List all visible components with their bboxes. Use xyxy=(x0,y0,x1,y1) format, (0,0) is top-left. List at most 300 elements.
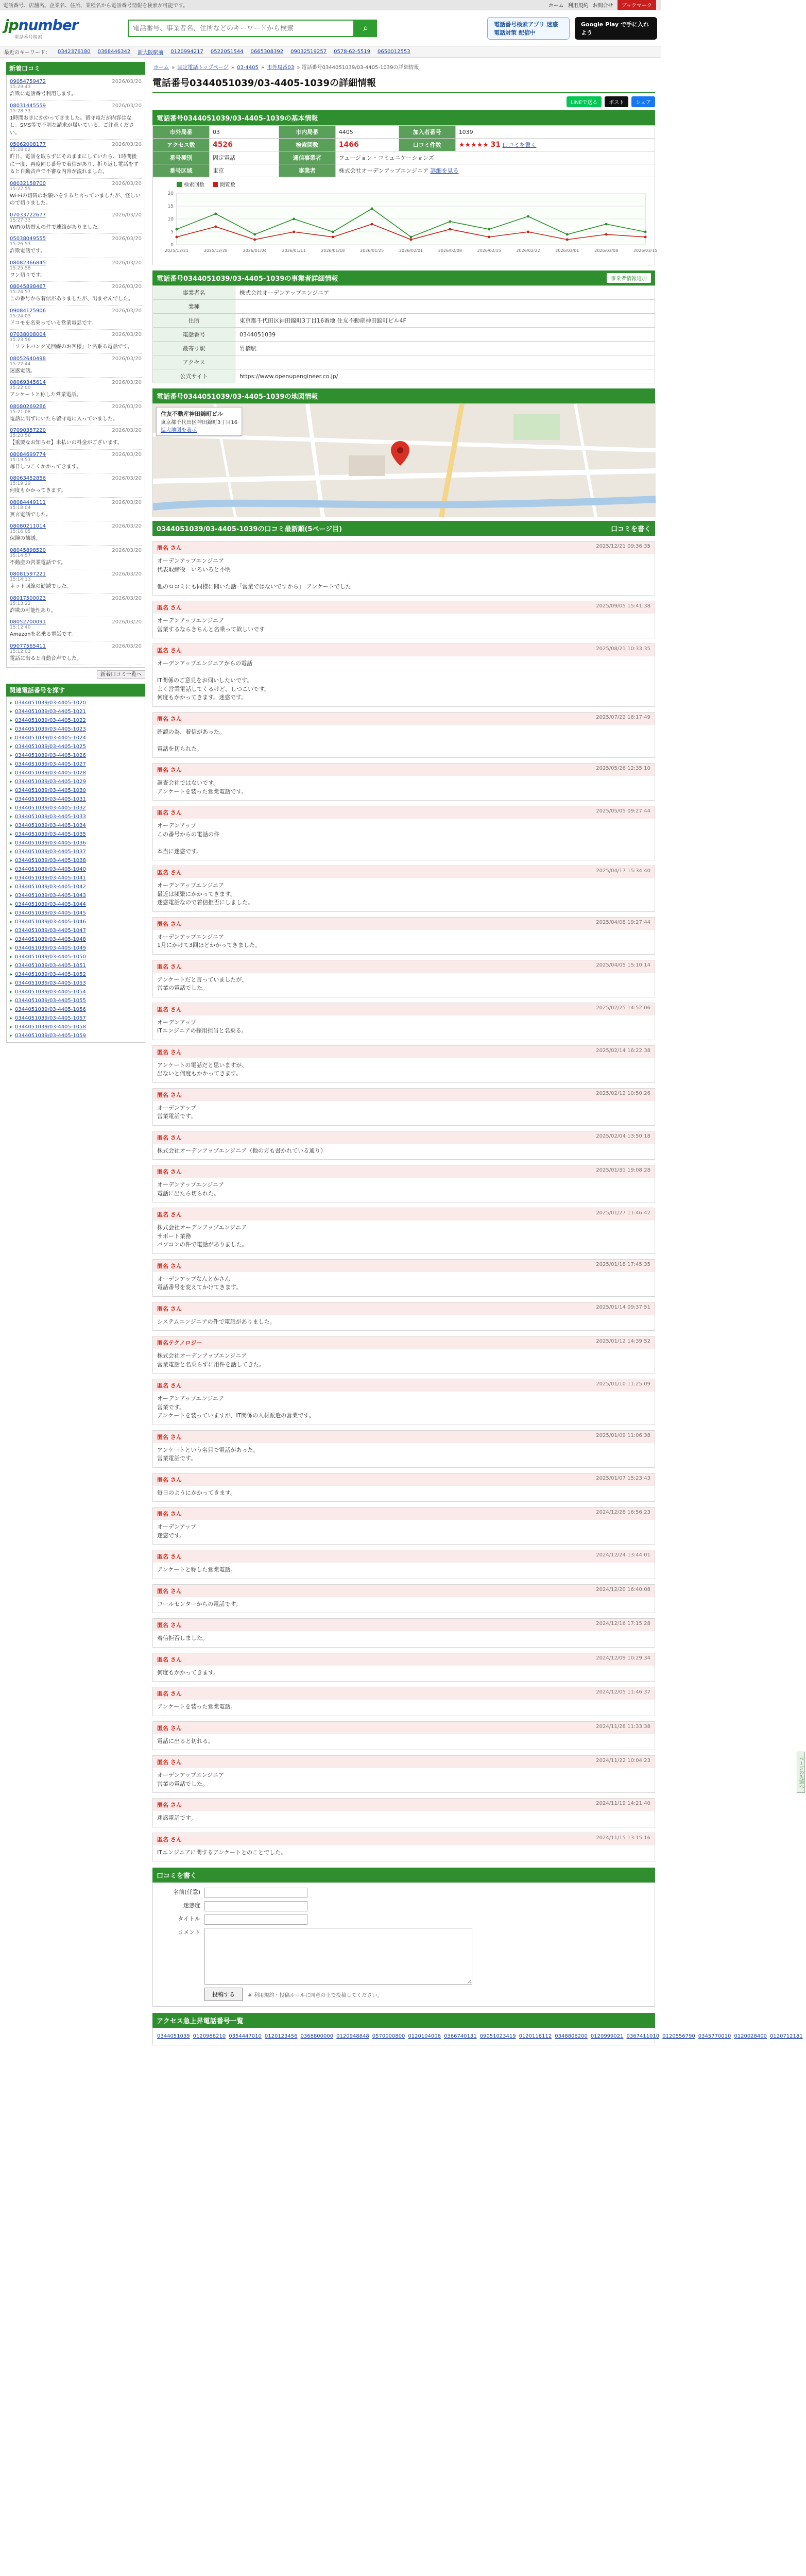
comment-date: 2025/02/12 10:50:26 xyxy=(596,1090,650,1096)
new-comments-more-button[interactable]: 新着口コミ一覧へ xyxy=(97,670,145,679)
comment-header xyxy=(153,1208,655,1221)
related-number-item xyxy=(10,804,142,812)
map-enlarge-link[interactable]: 拡大地図を表示 xyxy=(161,428,197,433)
related-number-link[interactable]: 0344051039/03-4405-1059 xyxy=(15,1033,86,1039)
new-comment-number-link[interactable]: 08082366845 xyxy=(10,260,46,266)
new-comment-text: 無言電話でした。 xyxy=(10,512,51,518)
comment-header xyxy=(153,960,655,973)
related-number-link[interactable]: 0344051039/03-4405-1033 xyxy=(15,814,86,820)
keyword-link[interactable]: 0120994217 xyxy=(170,49,203,55)
new-comment-entry xyxy=(10,330,142,354)
related-number-link[interactable]: 0344051039/03-4405-1036 xyxy=(15,840,86,846)
new-comment-date: 2026/03/20 xyxy=(112,547,142,553)
comment-date: 2025/01/09 11:06:38 xyxy=(596,1432,650,1438)
new-comment-date: 2026/03/20 xyxy=(112,451,142,457)
new-comment-entry xyxy=(10,378,142,402)
related-numbers-box xyxy=(6,697,145,1043)
new-comment-date: 2026/03/20 xyxy=(112,260,142,266)
comment-list xyxy=(152,541,655,1861)
new-comment-entry xyxy=(10,140,142,179)
new-comment-number-link[interactable]: 08081597221 xyxy=(10,571,46,577)
chart-x-tick-label: 2026/03/15 xyxy=(633,248,658,253)
new-comment-text: この番号から着信がありましたが、出ませんでした。 xyxy=(10,296,133,302)
google-play-banner[interactable]: Google Play で手に入れよう xyxy=(575,17,657,40)
related-number-link[interactable]: 0344051039/03-4405-1043 xyxy=(15,893,86,899)
share-buttons xyxy=(152,93,655,110)
related-number-item xyxy=(10,777,142,786)
comment-author: 匿名 さん xyxy=(157,869,182,876)
chart-point xyxy=(527,231,529,233)
new-comment-date: 2026/03/20 xyxy=(112,236,142,242)
comment-item xyxy=(152,1507,655,1545)
related-number-item xyxy=(10,1005,142,1014)
related-number-link[interactable]: 0344051039/03-4405-1022 xyxy=(15,718,86,723)
related-number-link[interactable]: 0344051039/03-4405-1042 xyxy=(15,884,86,890)
comment-body: 調査会社ではないです。 アンケートを装った営業電話です。 xyxy=(157,779,247,795)
new-comment-number-link[interactable]: 08069345614 xyxy=(10,380,46,385)
keyword-link[interactable]: 0665308392 xyxy=(250,49,284,55)
comment-body: 迷惑電話です。 xyxy=(157,1815,197,1821)
related-number-link[interactable]: 0344051039/03-4405-1051 xyxy=(15,963,86,969)
app-banners xyxy=(487,17,657,40)
related-number-link[interactable]: 0344051039/03-4405-1055 xyxy=(15,998,86,1004)
keyword-link[interactable]: 新大阪駅前 xyxy=(138,50,164,56)
comment-item xyxy=(152,601,655,638)
related-number-item xyxy=(10,935,142,944)
chart-y-tick-label: 20 xyxy=(167,191,174,196)
new-comment-time: 15:22:44 xyxy=(10,361,31,367)
new-comment-text: ネット回線の勧誘でした。 xyxy=(10,584,72,589)
new-comment-number-link[interactable]: 09084125906 xyxy=(10,308,46,314)
comment-form-heading: 口コミを書く xyxy=(152,1868,655,1883)
comment-author: 匿名 さん xyxy=(157,1168,182,1175)
new-comment-time: 15:14:57 xyxy=(10,553,31,558)
keyword-link[interactable]: 0650012553 xyxy=(377,49,410,55)
trending-number-link[interactable]: 0120118112 xyxy=(519,2033,552,2039)
share-facebook-button[interactable]: シェア xyxy=(631,96,655,107)
related-number-link[interactable]: 0344051039/03-4405-1025 xyxy=(15,744,86,750)
related-number-link[interactable]: 0344051039/03-4405-1052 xyxy=(15,972,86,977)
new-comment-header xyxy=(10,643,142,649)
new-comment-time: 15:24:57 xyxy=(10,290,31,295)
related-number-link[interactable]: 0344051039/03-4405-1044 xyxy=(15,902,86,907)
new-comment-header xyxy=(10,619,142,625)
related-number-item xyxy=(10,812,142,821)
related-number-item xyxy=(10,830,142,839)
new-comment-header xyxy=(10,308,142,314)
trending-number-link[interactable]: 0120712181 xyxy=(770,2033,803,2039)
share-x-button[interactable]: ポスト xyxy=(605,96,628,107)
subject-input[interactable] xyxy=(204,1914,307,1925)
comment-header xyxy=(153,1379,655,1392)
trending-number-link[interactable]: 0366740131 xyxy=(444,2033,477,2039)
related-number-item xyxy=(10,1031,142,1040)
form-row-name xyxy=(158,1888,649,1898)
subject-label: タイトル xyxy=(178,1916,200,1922)
comment-header xyxy=(153,1619,655,1631)
related-number-link[interactable]: 0344051039/03-4405-1046 xyxy=(15,919,86,925)
map-heading: 電話番号0344051039/03-4405-1039の地図情報 xyxy=(152,388,655,403)
trending-number-link[interactable]: 0367411010 xyxy=(626,2033,660,2039)
related-number-link[interactable]: 0344051039/03-4405-1057 xyxy=(15,1015,86,1021)
new-comment-header xyxy=(10,428,142,433)
type-input[interactable] xyxy=(204,1901,307,1911)
related-number-link[interactable]: 0344051039/03-4405-1028 xyxy=(15,770,86,776)
comment-header xyxy=(153,1507,655,1520)
related-number-item xyxy=(10,918,142,926)
new-comment-entry xyxy=(10,498,142,522)
breadcrumb-home[interactable]: ホーム xyxy=(153,65,169,71)
chart-point xyxy=(410,239,413,241)
chart-point xyxy=(605,233,608,236)
comment-author: 匿名 さん xyxy=(157,604,182,611)
new-comment-date: 2026/03/20 xyxy=(112,103,142,109)
comment-body: オーデンアップ ITエンジニアの採用担当と名乗る。 xyxy=(157,1019,247,1034)
related-number-item xyxy=(10,926,142,935)
related-number-link[interactable]: 0344051039/03-4405-1024 xyxy=(15,735,86,741)
new-comment-number-link[interactable]: 08080269286 xyxy=(10,403,46,410)
label-carrier: 通信事業者 xyxy=(279,151,335,164)
comment-body: オーデンアップ 迷惑です。 xyxy=(157,1523,197,1539)
logo-text: jpnumber xyxy=(4,16,78,33)
related-number-link[interactable]: 0344051039/03-4405-1027 xyxy=(15,761,86,767)
comment-item xyxy=(152,1088,655,1126)
keyword-link[interactable]: 0522051544 xyxy=(210,49,244,55)
comment-item xyxy=(152,1003,655,1040)
comment-date: 2025/09/05 15:41:38 xyxy=(596,603,650,609)
top-link-contact[interactable]: お問合せ xyxy=(592,3,613,9)
new-comment-number-link[interactable]: 08045898520 xyxy=(10,547,46,553)
comment-body: オーデンアップエンジニア 最近は頻繁にかかってきます。 迷惑電話なので着信拒否にしました。 xyxy=(157,882,253,906)
new-comment-number-link[interactable]: 05038049555 xyxy=(10,236,46,242)
comment-item xyxy=(152,643,655,707)
related-number-link[interactable]: 0344051039/03-4405-1037 xyxy=(15,849,86,855)
comment-date: 2024/11/22 10:04:23 xyxy=(596,1758,650,1764)
related-number-link[interactable]: 0344051039/03-4405-1020 xyxy=(15,700,86,706)
app-banner[interactable]: 電話番号検索アプリ 迷惑電話対策 配信中 xyxy=(487,17,570,40)
comment-body: 電話に出ると切れる。 xyxy=(157,1737,214,1744)
keyword-link[interactable]: 09032519257 xyxy=(290,49,327,55)
new-comment-header xyxy=(10,332,142,337)
comment-header xyxy=(153,1336,655,1349)
comment-body: オーデンアップエンジニア 電話に出たら切られた。 xyxy=(157,1181,225,1197)
related-number-link[interactable]: 0344051039/03-4405-1056 xyxy=(15,1007,86,1012)
comment-author: 匿名 さん xyxy=(157,1382,182,1389)
trending-number-link[interactable]: 0120104006 xyxy=(408,2033,441,2039)
new-comment-header xyxy=(10,236,142,242)
owner-detail-link[interactable]: 詳細を見る xyxy=(430,167,459,174)
comment-date: 2025/02/25 14:52:06 xyxy=(596,1005,650,1011)
label-subscriber: 加入者番号 xyxy=(399,126,455,139)
new-comment-number-link[interactable]: 08031445559 xyxy=(10,103,46,109)
related-number-link[interactable]: 0344051039/03-4405-1047 xyxy=(15,928,86,934)
comment-item xyxy=(152,1755,655,1793)
top-link-home[interactable]: ホーム xyxy=(548,3,564,9)
comment-date: 2025/02/04 13:50:18 xyxy=(596,1133,650,1139)
chart-point xyxy=(449,228,451,231)
related-number-link[interactable]: 0344051039/03-4405-1032 xyxy=(15,805,86,811)
keyword-link[interactable]: 0342376180 xyxy=(58,49,91,55)
new-comment-date: 2026/03/20 xyxy=(112,403,142,410)
related-number-link[interactable]: 0344051039/03-4405-1058 xyxy=(15,1024,86,1030)
chart-point xyxy=(644,231,647,233)
new-comment-header xyxy=(10,452,142,457)
related-number-link[interactable]: 0344051039/03-4405-1023 xyxy=(15,726,86,732)
related-number-link[interactable]: 0344051039/03-4405-1038 xyxy=(15,858,86,863)
comment-header xyxy=(153,713,655,725)
new-comment-date: 2026/03/20 xyxy=(112,643,142,649)
comment-author: 匿名 さん xyxy=(157,1802,182,1808)
name-label: 名前(任意) xyxy=(173,1889,200,1895)
value-review-count: 31 xyxy=(490,141,501,149)
related-number-link[interactable]: 0344051039/03-4405-1035 xyxy=(15,832,86,837)
business-info-value: https://www.openupengineer.co.jp/ xyxy=(235,369,655,383)
related-number-link[interactable]: 0344051039/03-4405-1030 xyxy=(15,788,86,793)
related-number-link[interactable]: 0344051039/03-4405-1045 xyxy=(15,910,86,916)
business-info-value: 竹橋駅 xyxy=(235,342,655,355)
related-number-link[interactable]: 0344051039/03-4405-1041 xyxy=(15,875,86,881)
comment-body: オーデンアップエンジニア 営業の電話でした。 xyxy=(157,1772,225,1787)
new-comment-time: 15:26:53 xyxy=(10,242,31,247)
new-comment-time: 15:25:58 xyxy=(10,265,31,271)
comment-body: 株式会社オーデンアップエンジニア 営業電話と名乗らずに用件を話してきた。 xyxy=(157,1352,265,1368)
comment-date: 2025/12/21 09:36:35 xyxy=(596,544,650,549)
new-comment-number-link[interactable]: 08084449111 xyxy=(10,499,46,505)
new-comment-number-link[interactable]: 08032158700 xyxy=(10,180,46,187)
comment-author: 匿名 さん xyxy=(157,1587,182,1595)
comment-date: 2025/01/27 11:46:42 xyxy=(596,1210,650,1216)
business-info-label: 事業者名 xyxy=(153,286,235,300)
new-comment-entry xyxy=(10,641,142,666)
new-comment-time: 15:28:02 xyxy=(10,147,31,152)
new-comment-entry xyxy=(10,426,142,450)
bookmark-button[interactable]: ブックマーク xyxy=(618,0,656,10)
label-review-count: 口コミ件数 xyxy=(399,139,455,151)
new-comment-entry xyxy=(10,77,142,101)
legend-view: 閲覧数 xyxy=(213,180,235,188)
comment-item xyxy=(152,1165,655,1202)
related-number-link[interactable]: 0344051039/03-4405-1049 xyxy=(15,945,86,951)
comment-header xyxy=(153,1550,655,1563)
map[interactable] xyxy=(152,403,655,517)
new-comment-text: 電話に出ずにいたら留守電に入っていました。 xyxy=(10,416,118,422)
comment-item xyxy=(152,1379,655,1425)
keyword-link[interactable]: 0368446342 xyxy=(97,49,131,55)
business-info-row xyxy=(153,342,655,355)
keyword-link[interactable]: 0578-62-5519 xyxy=(334,49,370,55)
new-comment-header xyxy=(10,181,142,187)
search-form xyxy=(128,20,377,37)
related-number-link[interactable]: 0344051039/03-4405-1026 xyxy=(15,753,86,758)
top-link-terms[interactable]: 利用規約 xyxy=(568,3,589,9)
new-comment-date: 2026/03/20 xyxy=(112,428,142,433)
comment-body: コールセンターからの電話です。 xyxy=(157,1600,242,1607)
related-number-link[interactable]: 0344051039/03-4405-1034 xyxy=(15,823,86,828)
related-number-item xyxy=(10,821,142,830)
search-input[interactable] xyxy=(128,20,354,37)
chart-x-tick-label: 2025/12/21 xyxy=(164,248,189,253)
trending-number-link[interactable]: 0354447010 xyxy=(229,2033,262,2039)
related-number-link[interactable]: 0344051039/03-4405-1021 xyxy=(15,709,86,715)
related-number-link[interactable]: 0344051039/03-4405-1053 xyxy=(15,980,86,986)
trending-number-link[interactable]: 0120948848 xyxy=(336,2033,369,2039)
comment-header xyxy=(153,918,655,930)
comment-header xyxy=(153,806,655,819)
search-button[interactable] xyxy=(354,20,377,37)
trending-number-link[interactable]: 0368800000 xyxy=(300,2033,334,2039)
related-number-link[interactable]: 0344051039/03-4405-1050 xyxy=(15,954,86,960)
comment-author: 匿名 さん xyxy=(157,715,182,722)
business-info-row xyxy=(153,355,655,369)
trending-number-link[interactable]: 0345770010 xyxy=(698,2033,731,2039)
comment-author: 匿名 さん xyxy=(157,920,182,927)
new-comment-date: 2026/03/20 xyxy=(112,499,142,505)
comment-header xyxy=(153,1260,655,1272)
share-line-button[interactable]: LINEで送る xyxy=(567,96,602,107)
new-comment-entry xyxy=(10,546,142,570)
new-comment-text: 何度もかかってきます。 xyxy=(10,488,66,494)
comment-author: 匿名 さん xyxy=(157,1433,182,1440)
comment-author: 匿名 さん xyxy=(157,1511,182,1517)
comment-body: 着信拒否しました。 xyxy=(157,1635,208,1641)
trending-number-link[interactable]: 0120999021 xyxy=(590,2033,624,2039)
comment-date: 2025/05/26 12:35:10 xyxy=(596,766,650,771)
back-to-top-tab[interactable]: ページの先頭へ xyxy=(797,1752,805,1793)
comment-date: 2024/12/16 17:15:28 xyxy=(596,1621,650,1626)
trending-number-link[interactable]: 0570000800 xyxy=(372,2033,405,2039)
related-number-link[interactable]: 0344051039/03-4405-1031 xyxy=(15,796,86,802)
trending-number-link[interactable]: 0120028400 xyxy=(734,2033,767,2039)
new-comment-number-link[interactable]: 08017500023 xyxy=(10,595,46,601)
trending-number-link[interactable]: 0120556790 xyxy=(662,2033,695,2039)
comments-heading: 0344051039/03-4405-1039の口コミ最新順(5ページ目) 口コミを書く xyxy=(152,521,655,536)
comment-author: 匿名 さん xyxy=(157,1134,182,1141)
site-logo[interactable] xyxy=(4,16,123,40)
new-comment-date: 2026/03/20 xyxy=(112,476,142,481)
new-comment-number-link[interactable]: 08045898467 xyxy=(10,284,46,290)
comment-author: 匿名 さん xyxy=(157,1759,182,1766)
new-comment-number-link[interactable]: 08063452856 xyxy=(10,476,46,481)
comment-item xyxy=(152,541,655,596)
comment-header xyxy=(153,601,655,614)
new-comment-date: 2026/03/20 xyxy=(112,308,142,314)
chart-point xyxy=(527,215,529,218)
new-comment-number-link[interactable]: 07033722677 xyxy=(10,212,46,218)
comment-header xyxy=(153,1089,655,1101)
related-number-item xyxy=(10,970,142,979)
related-number-item xyxy=(10,742,142,751)
related-number-item xyxy=(10,891,142,900)
comment-author: 匿名 さん xyxy=(157,1553,182,1560)
related-number-item xyxy=(10,716,142,725)
business-info-row xyxy=(153,369,655,383)
trending-number-link[interactable]: 0344051039 xyxy=(157,2033,190,2039)
trending-numbers-list xyxy=(152,2028,803,2045)
label-city-code: 市内局番 xyxy=(279,126,335,139)
trending-number-link[interactable]: 0120988210 xyxy=(193,2033,226,2039)
new-comment-date: 2026/03/20 xyxy=(112,142,142,147)
related-number-item xyxy=(10,874,142,883)
related-number-item xyxy=(10,909,142,918)
chart-point xyxy=(214,226,217,228)
new-comment-time: 15:23:56 xyxy=(10,337,31,343)
breadcrumb-landline[interactable]: 固定電話トップページ xyxy=(177,65,229,71)
name-input[interactable] xyxy=(204,1888,307,1898)
new-comment-number-link[interactable]: 09054759472 xyxy=(10,79,46,84)
comment-header xyxy=(153,1756,655,1768)
new-comment-time: 15:12:40 xyxy=(10,625,31,630)
breadcrumb-prefix[interactable]: 03-4405 xyxy=(237,65,259,71)
new-comment-number-link[interactable]: 07090357220 xyxy=(10,428,46,433)
chart-legend xyxy=(177,180,651,188)
new-comment-number-link[interactable]: 05062008177 xyxy=(10,142,46,147)
comment-textarea[interactable] xyxy=(204,1928,472,1985)
new-comment-text: 詐欺の可能性あり。 xyxy=(10,607,56,614)
new-comment-text: 毎日しつこくかかってきます。 xyxy=(10,464,82,470)
new-comment-text: 「ソフトバンク光回線のお客様」と名乗る電話です。 xyxy=(10,344,133,350)
new-comment-header xyxy=(10,356,142,362)
comment-item xyxy=(152,1550,655,1579)
form-row-body xyxy=(158,1928,649,1985)
new-comment-number-link[interactable]: 08084699774 xyxy=(10,451,46,457)
breadcrumb-area[interactable]: 市外局番03 xyxy=(267,65,295,71)
business-info-value xyxy=(235,355,655,369)
new-comment-time: 15:13:22 xyxy=(10,601,31,606)
new-comment-text: 1時間おきにかかってきました。留守電だが内容はなし。SMS等で不明な請求が届いている。ご注意ください。 xyxy=(10,115,134,136)
trending-number-link[interactable]: 09051023419 xyxy=(479,2033,516,2039)
trending-number-link[interactable]: 0120123456 xyxy=(264,2033,298,2039)
related-number-link[interactable]: 0344051039/03-4405-1040 xyxy=(15,867,86,872)
add-business-info-button[interactable]: 事業者情報追加 xyxy=(607,273,651,283)
new-comment-number-link[interactable]: 08080211014 xyxy=(10,523,46,529)
new-comment-header xyxy=(10,476,142,481)
new-comment-number-link[interactable]: 08052640498 xyxy=(10,355,46,362)
comment-item xyxy=(152,1584,655,1614)
comment-item xyxy=(152,806,655,860)
comment-header xyxy=(153,1833,655,1845)
chart-point xyxy=(293,218,295,221)
new-comment-entry xyxy=(10,210,142,234)
new-comment-header xyxy=(10,380,142,385)
comment-header xyxy=(153,1585,655,1597)
write-review-link[interactable]: 口コミを書く xyxy=(502,142,537,148)
comment-date: 2025/05/05 09:27:44 xyxy=(596,808,650,814)
comment-item xyxy=(152,1721,655,1751)
new-comment-number-link[interactable]: 07038008004 xyxy=(10,332,46,337)
business-info-value xyxy=(235,300,655,314)
recent-keywords-bar xyxy=(0,46,661,58)
new-comment-text: Amazonを名乗る電話です。 xyxy=(10,632,77,637)
new-comment-number-link[interactable]: 09077565411 xyxy=(10,643,46,649)
comment-body: ITエンジニアに関するアンケートとのことでした。 xyxy=(157,1849,287,1856)
related-number-item xyxy=(10,944,142,953)
new-comment-text: 詐欺に電話番号利用します。 xyxy=(10,91,77,97)
breadcrumb: ホーム » 固定電話トップページ » 03-4405 » 市外局番03 » 電話番号0344051039/03-4405-1039の詳細情報 xyxy=(153,65,419,71)
comment-date: 2024/12/24 13:44:01 xyxy=(596,1552,650,1558)
related-number-link[interactable]: 0344051039/03-4405-1029 xyxy=(15,779,86,785)
trending-number-link[interactable]: 0348806200 xyxy=(555,2033,588,2039)
submit-button[interactable]: 投稿する xyxy=(204,1988,243,2001)
related-number-item xyxy=(10,996,142,1005)
related-numbers-heading: 関連電話番号を探す xyxy=(6,684,145,697)
comment-item xyxy=(152,712,655,758)
related-number-link[interactable]: 0344051039/03-4405-1054 xyxy=(15,989,86,995)
write-comment-button[interactable]: 口コミを書く xyxy=(610,526,651,533)
comment-date: 2025/01/31 19:08:28 xyxy=(596,1167,650,1173)
business-info-row xyxy=(153,314,655,328)
new-comment-number-link[interactable]: 08052700091 xyxy=(10,619,46,625)
related-number-link[interactable]: 0344051039/03-4405-1048 xyxy=(15,937,86,942)
